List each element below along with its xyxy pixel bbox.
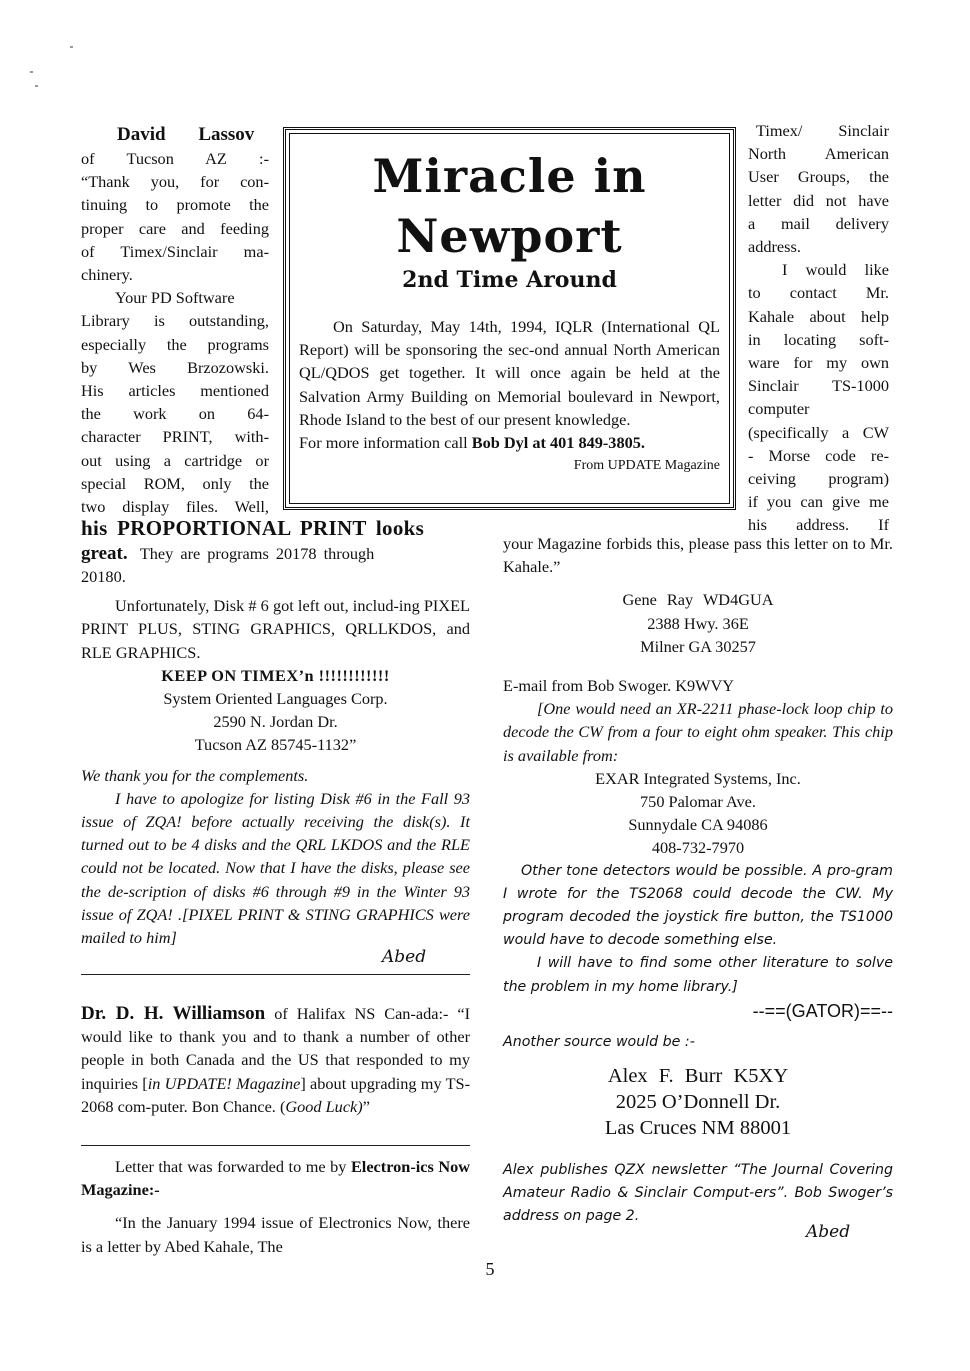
text-line: especially the programs (81, 334, 269, 354)
forwarded-source: Electron-ics Now Magazine:- (81, 1157, 471, 1200)
section-divider (81, 974, 470, 975)
scan-speck (70, 46, 73, 48)
text-line: Kahale about help (748, 306, 889, 326)
text-line: Your PD Software (115, 288, 235, 308)
keep-on-timex: KEEP ON TIMEX’n !!!!!!!!!!!! (161, 665, 390, 685)
text-line: tinuing to promote the (81, 195, 269, 215)
miracle-in-newport-box (283, 127, 736, 510)
text-line: “Thank you, for con- (81, 172, 269, 192)
text-line: special ROM, only the (81, 473, 269, 493)
address-line: Las Cruces NM 88001 (604, 1117, 792, 1140)
programs-text: They are programs 20178 through (139, 544, 375, 563)
williamson-text: ] about upgrading my TS-2068 com-puter. Bon Chance. ( (81, 1073, 470, 1116)
text-line: proper care and feeding (81, 218, 269, 238)
text-line: chinery. (81, 265, 133, 285)
address-line: Sunnydale CA 94086 (628, 815, 768, 835)
address-line: 2388 Hwy. 36E (647, 613, 749, 633)
great-emphasis: great. (81, 543, 128, 564)
text-line: Timex/ Sinclair (756, 121, 889, 140)
programs-line (81, 542, 470, 565)
right-column-lower (503, 532, 893, 1229)
xr-chip-note: [One would need an XR-2211 phase-lock loop chip to decode the CW from a four to eight ohm speaker. This chip is available from: (503, 699, 893, 765)
right-column-top (748, 119, 889, 537)
gator-signoff: --==(GATOR)==-- (752, 1000, 893, 1021)
williamson-end: ” (362, 1096, 370, 1116)
text-line: out using a cartridge or (81, 450, 269, 470)
text-line: User Groups, the (748, 167, 889, 187)
text-line: computer (748, 399, 810, 419)
text-line: ware for my own (748, 353, 889, 373)
text-line: his address. If (748, 515, 889, 535)
text-line: to contact Mr. (748, 283, 889, 303)
editor-thanks: We thank you for the complements. (81, 765, 309, 785)
headline-line-2: Newport (396, 209, 623, 263)
find-literature: I will have to find some other literature to solve the problem in my home library.] (503, 955, 893, 995)
williamson-text: of Halifax NS Can-ada:- “I would like to thank you and to thank a number of other people in both Canada and the US that responded to my inquiries [ (81, 1004, 470, 1093)
disk-paragraph: Unfortunately, Disk # 6 got left out, includ-ing PIXEL PRINT PLUS, STING GRAPHICS, QRLLKDOS, and RLE GRAPHICS. (81, 596, 470, 662)
address-line: 2590 N. Jordan Dr. (213, 712, 338, 732)
text-line: by Wes Brzozowski. (81, 357, 269, 377)
headline-line-1: Miracle in (372, 149, 647, 203)
lassov-letter-top (81, 123, 269, 518)
text-line: Library is outstanding, (81, 311, 269, 331)
section-divider (81, 1145, 470, 1146)
gene-ray-address (503, 588, 893, 658)
text-line: letter did not have (748, 190, 889, 210)
lassov-intro (81, 147, 269, 286)
editor-apology: I have to apologize for listing Disk #6 in the Fall 93 issue of ZQA! before actually receiving the disk(s). It turned out to be 4 disks and the QRL LKDOS and the RLE could not be located. Now that I have the disks, please see the de-scription of disks #6 through #9 in the Winter 93 issue of ZQA! .[PIXEL PRINT & STING GRAPHICS were mailed to him] (81, 788, 470, 948)
address-line: Gene Ray WD4GUA (622, 590, 774, 610)
box-inner-border (289, 133, 730, 504)
proportional-print-heading: his PROPORTIONAL PRINT looks (81, 516, 425, 540)
subheadline: 2nd Time Around (402, 267, 617, 293)
text-line: the work on 64- (81, 404, 269, 424)
contact-line (299, 431, 720, 454)
williamson-name: Dr. D. H. Williamson (81, 1003, 266, 1024)
text-line: Sinclair TS-1000 (748, 376, 889, 396)
alex-burr-address (503, 1063, 893, 1141)
event-announcement: On Saturday, May 14th, 1994, IQLR (International QL Report) will be sponsoring the sec-ond annual North American QL/QDOS get together. It will once again be held at the Salvation Army Building on Memorial boulevard in Newport, Rhode Island to the best of our present knowledge. (299, 317, 720, 429)
text-line: (specifically a CW (748, 422, 889, 442)
editor-signature: Abed (806, 1222, 851, 1242)
scan-speck (30, 71, 33, 73)
source-credit: From UPDATE Magazine (573, 458, 720, 474)
address-line: Alex F. Burr K5XY (607, 1065, 789, 1088)
solc-address (81, 687, 470, 757)
contact-phone: Bob Dyl at 401 849-3805. (471, 433, 645, 453)
editor-signature: Abed (382, 947, 427, 967)
text-line: in locating soft- (748, 329, 889, 349)
address-line: Milner GA 30257 (640, 636, 756, 656)
january-paragraph: “In the January 1994 issue of Electronics Now, there is a letter by Abed Kahale, The (81, 1213, 470, 1256)
text-line: two display files. Well, (81, 497, 269, 517)
alex-note: Alex publishes QZX newsletter “The Journal Covering Amateur Radio & Sinclair Comput-ers”. Bob Swoger’s address on page 2. (503, 1162, 893, 1225)
email-heading: E-mail from Bob Swoger. K9WVY (503, 676, 735, 696)
scan-speck (35, 85, 38, 87)
forwarded-letter (81, 1155, 470, 1258)
contact-prefix: For more information call (299, 433, 472, 453)
text-line: I would like (782, 260, 889, 280)
lassov-para-2 (81, 286, 269, 518)
text-line: address. (748, 237, 801, 257)
text-line: character PRINT, with- (81, 427, 269, 447)
address-line: 408-732-7970 (651, 838, 745, 858)
forbid-paragraph: your Magazine forbids this, please pass this letter on to Mr. Kahale.” (503, 534, 893, 577)
page-number: 5 (485, 1259, 495, 1279)
williamson-italic: in UPDATE! Magazine (147, 1073, 301, 1093)
text-line: if you can give me (748, 492, 889, 512)
text-line: North American (748, 144, 889, 164)
forwarded-text: Letter that was forwarded to me by (115, 1157, 351, 1176)
text-line: of Timex/Sinclair ma- (81, 241, 269, 261)
address-line: EXAR Integrated Systems, Inc. (595, 768, 801, 788)
text-line: His articles mentioned (81, 381, 269, 401)
williamson-italic: Good Luck) (285, 1096, 363, 1116)
williamson-letter (81, 1002, 470, 1118)
left-column-lower (81, 514, 470, 949)
address-line: Tucson AZ 85745-1132” (194, 735, 357, 755)
address-line: 750 Palomar Ave. (640, 792, 756, 812)
lassov-name: David Lassov (117, 124, 255, 145)
text-line: ceiving program) (748, 469, 889, 489)
exar-address (503, 767, 893, 860)
text-line: of Tucson AZ :- (81, 149, 269, 168)
text-line: - Morse code re- (748, 445, 889, 465)
address-line: 2025 O’Donnell Dr. (615, 1091, 781, 1114)
address-line: System Oriented Languages Corp. (163, 689, 388, 709)
other-tone-detectors: Other tone detectors would be possible. A pro-gram I wrote for the TS2068 could decode the CW. My program decoded the joystick fire button, the TS1000 would have to decode something else. (503, 862, 893, 949)
programs-end: 20180. (81, 567, 126, 586)
another-source: Another source would be :- (503, 1033, 695, 1050)
text-line: a mail delivery (748, 213, 889, 233)
